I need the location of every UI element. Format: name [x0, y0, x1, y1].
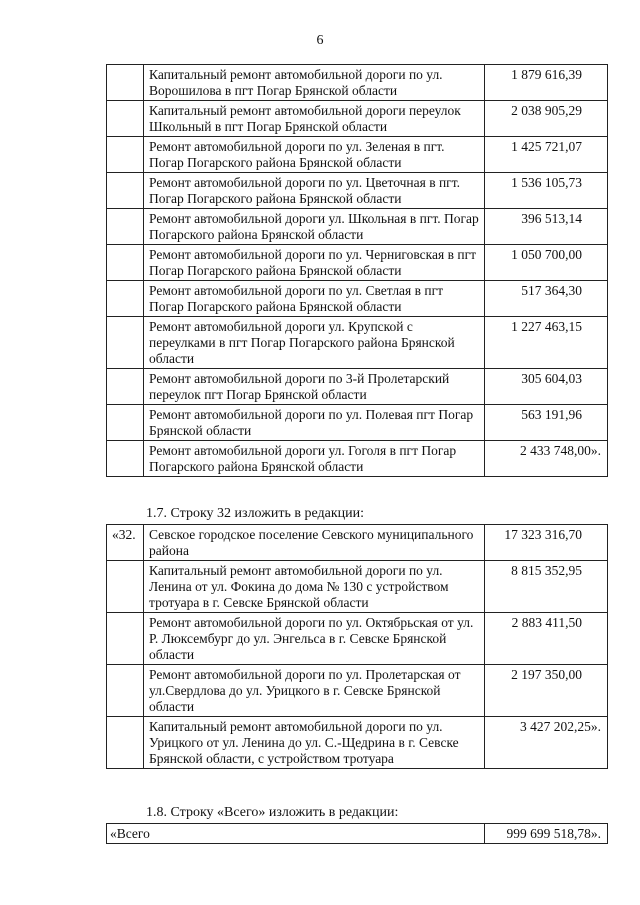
table-pogar-roads [106, 64, 608, 477]
amendment-note-1-8: 1.8. Строку «Всего» изложить в редакции: [146, 805, 399, 820]
row-number [107, 613, 144, 665]
row-amount: 1 879 616,39 [485, 65, 608, 101]
row-text: Капитальный ремонт автомобильной дороги переулок Школьный в пгт Погар Брянской области [144, 101, 485, 137]
row-text: Ремонт автомобильной дороги по ул. Черниговская в пгт Погар Погарского района Брянской области [144, 245, 485, 281]
table-row [107, 561, 608, 613]
total-label: «Всего [107, 824, 485, 844]
row-number [107, 173, 144, 209]
row-text: Ремонт автомобильной дороги ул. Крупской с переулками в пгт Погар Погарского района Брянской области [144, 317, 485, 369]
row-number [107, 101, 144, 137]
row-amount: 1 536 105,73 [485, 173, 608, 209]
row-number [107, 717, 144, 769]
row-amount: 2 197 350,00 [485, 665, 608, 717]
row-number [107, 369, 144, 405]
row-text: Севское городское поселение Севского муниципального района [144, 525, 485, 561]
row-amount: 2 038 905,29 [485, 101, 608, 137]
table-row [107, 137, 608, 173]
page-number: 6 [316, 33, 324, 48]
table-row [107, 173, 608, 209]
row-text: Капитальный ремонт автомобильной дороги по ул. Ворошилова в пгт Погар Брянской области [144, 65, 485, 101]
row-amount: 2 433 748,00». [485, 441, 608, 477]
row-amount: 517 364,30 [485, 281, 608, 317]
row-number [107, 561, 144, 613]
row-text: Ремонт автомобильной дороги по ул. Светлая в пгт Погар Погарского района Брянской области [144, 281, 485, 317]
row-amount: 305 604,03 [485, 369, 608, 405]
table-row [107, 245, 608, 281]
row-text: Ремонт автомобильной дороги по ул. Цветочная в пгт. Погар Погарского района Брянской области [144, 173, 485, 209]
table-row-total [107, 824, 608, 844]
table-row [107, 441, 608, 477]
row-number: «32. [107, 525, 144, 561]
amendment-note-1-7: 1.7. Строку 32 изложить в редакции: [146, 506, 365, 521]
table-row-header [107, 525, 608, 561]
row-text: Ремонт автомобильной дороги ул. Гоголя в пгт Погар Погарского района Брянской области [144, 441, 485, 477]
row-number [107, 441, 144, 477]
row-amount: 1 227 463,15 [485, 317, 608, 369]
table-row [107, 281, 608, 317]
row-number [107, 317, 144, 369]
table-row [107, 317, 608, 369]
row-number [107, 245, 144, 281]
row-amount: 396 513,14 [485, 209, 608, 245]
row-number [107, 281, 144, 317]
row-amount: 8 815 352,95 [485, 561, 608, 613]
row-amount: 1 425 721,07 [485, 137, 608, 173]
row-text: Ремонт автомобильной дороги ул. Школьная в пгт. Погар Погарского района Брянской области [144, 209, 485, 245]
row-text: Ремонт автомобильной дороги по ул. Полевая пгт Погар Брянской области [144, 405, 485, 441]
row-amount: 3 427 202,25». [485, 717, 608, 769]
row-text: Ремонт автомобильной дороги по ул. Октябрьская от ул. Р. Люксембург до ул. Энгельса в г. Севске Брянской области [144, 613, 485, 665]
table-row [107, 405, 608, 441]
table-row [107, 369, 608, 405]
row-amount: 563 191,96 [485, 405, 608, 441]
row-number [107, 209, 144, 245]
row-number [107, 65, 144, 101]
row-amount: 1 050 700,00 [485, 245, 608, 281]
row-amount: 2 883 411,50 [485, 613, 608, 665]
table-row [107, 209, 608, 245]
table-row [107, 717, 608, 769]
table-row [107, 665, 608, 717]
row-text: Ремонт автомобильной дороги по ул. Пролетарская от ул.Свердлова до ул. Урицкого в г. Севске Брянской области [144, 665, 485, 717]
row-text: Ремонт автомобильной дороги по 3-й Пролетарский переулок пгт Погар Брянской области [144, 369, 485, 405]
row-text: Ремонт автомобильной дороги по ул. Зеленая в пгт. Погар Погарского района Брянской области [144, 137, 485, 173]
total-amount: 999 699 518,78». [485, 824, 608, 844]
row-amount: 17 323 316,70 [485, 525, 608, 561]
row-number [107, 665, 144, 717]
table-row [107, 101, 608, 137]
table-sevsk-roads [106, 524, 608, 769]
row-number [107, 137, 144, 173]
table-row [107, 613, 608, 665]
row-number [107, 405, 144, 441]
table-row [107, 65, 608, 101]
table-total [106, 823, 608, 844]
row-text: Капитальный ремонт автомобильной дороги по ул. Урицкого от ул. Ленина до ул. С.-Щедрина в г. Севске Брянской области, с устройством тротуара [144, 717, 485, 769]
row-text: Капитальный ремонт автомобильной дороги по ул. Ленина от ул. Фокина до дома № 130 с устройством тротуара в г. Севске Брянской области [144, 561, 485, 613]
